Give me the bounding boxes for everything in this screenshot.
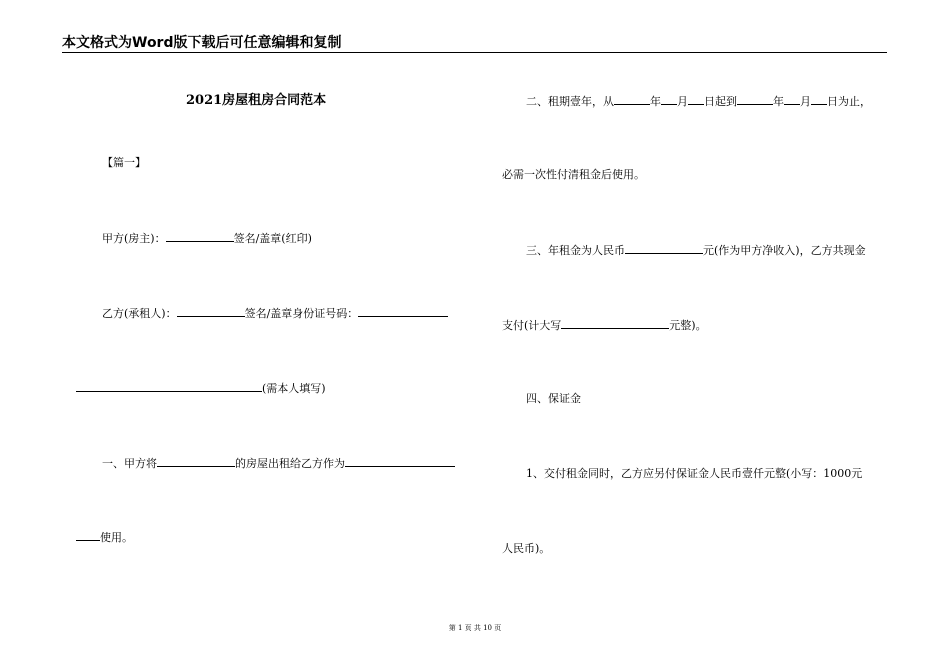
clause-2-line-2: 必需一次性付清租金后使用。	[502, 168, 645, 181]
clause-2-day-end-blank[interactable]	[811, 94, 827, 105]
note-blank[interactable]	[76, 381, 262, 392]
clause-2-line	[526, 94, 871, 109]
note-text: (需本人填写)	[262, 382, 326, 395]
clause-4-item-1: 1、交付租金同时，乙方应另付保证金人民币壹仟元整(小写：1000元	[526, 467, 863, 480]
party-b-name-blank[interactable]	[177, 306, 245, 317]
clause-1-prefix: 一、甲方将	[102, 457, 157, 470]
clause-3-prefix: 三、年租金为人民币	[526, 244, 625, 257]
clause-1-purpose-blank[interactable]	[345, 456, 455, 467]
clause-1-line	[102, 456, 455, 471]
party-b-prefix: 乙方(承租人)：	[102, 307, 177, 320]
clause-3-line	[526, 243, 866, 258]
page-footer: 第 1 页 共 10 页	[448, 624, 502, 632]
clause-2-day-start-blank[interactable]	[688, 94, 704, 105]
clause-2-day-label: 日起到	[704, 95, 737, 108]
clause-1-property-blank[interactable]	[157, 456, 235, 467]
clause-2-year-start-blank[interactable]	[614, 94, 650, 105]
clause-4-item-1-line-2: 人民币)。	[502, 542, 551, 555]
clause-3-line-2-suffix: 元整)。	[669, 319, 707, 332]
header-text: 本文格式为Word版下载后可任意编辑和复制	[62, 35, 342, 51]
clause-2-prefix: 二、租期壹年，从	[526, 95, 614, 108]
party-b-mid: 签名/盖章身份证号码：	[244, 307, 359, 320]
party-b-id-blank[interactable]	[358, 306, 448, 317]
clause-2-month-start-blank[interactable]	[661, 94, 677, 105]
clause-2-year-end-label: 年	[773, 95, 784, 108]
party-b-line	[102, 306, 448, 321]
clause-3-line-2	[502, 318, 707, 333]
party-a-prefix: 甲方(房主)：	[102, 232, 166, 245]
party-a-line	[102, 231, 312, 246]
clause-1-end-line	[76, 530, 133, 545]
clause-1-end: 使用。	[100, 531, 133, 544]
clause-3-line-2-prefix: 支付(计大写	[502, 319, 562, 332]
clause-2-month-end-label: 月	[800, 95, 811, 108]
clause-2-day-end-label: 日为止，	[827, 95, 871, 108]
clause-2-year-end-blank[interactable]	[737, 94, 773, 105]
clause-4-heading: 四、保证金	[526, 392, 581, 405]
clause-2-year-label: 年	[650, 95, 661, 108]
note-line	[76, 381, 326, 396]
clause-3-mid: 元(作为甲方净收入)，乙方共现金	[703, 244, 866, 257]
clause-2-month-label: 月	[677, 95, 688, 108]
document-title: 2021房屋租房合同范本	[186, 93, 327, 108]
party-a-blank[interactable]	[166, 231, 234, 242]
section-label: 【篇一】	[102, 156, 146, 169]
clause-1-end-blank[interactable]	[76, 530, 100, 541]
clause-3-amount-blank[interactable]	[625, 243, 703, 254]
clause-1-mid: 的房屋出租给乙方作为	[235, 457, 345, 470]
party-a-suffix: 签名/盖章(红印)	[233, 232, 312, 245]
clause-2-month-end-blank[interactable]	[784, 94, 800, 105]
page-header	[62, 34, 887, 53]
clause-3-capital-amount-blank[interactable]	[561, 318, 669, 329]
